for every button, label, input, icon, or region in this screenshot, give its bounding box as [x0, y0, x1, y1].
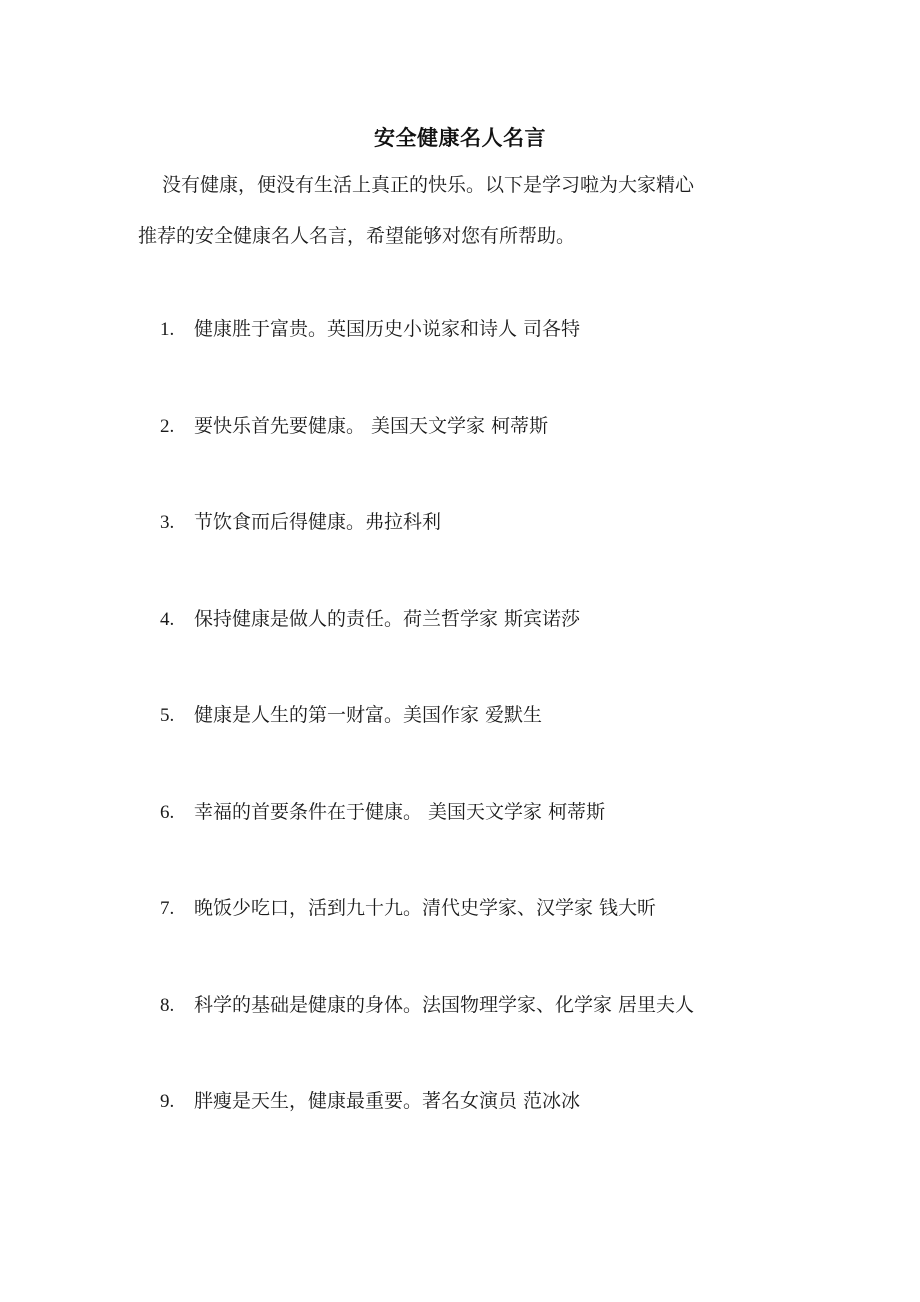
- quote-number: 3.: [160, 512, 175, 533]
- quote-item: [160, 320, 694, 417]
- quote-item: [160, 899, 694, 996]
- quote-item: [160, 513, 694, 610]
- quote-item: [160, 993, 695, 1093]
- quote-number: 1.: [160, 319, 175, 340]
- quotes-list: [160, 320, 694, 1189]
- quote-text: 健康是人生的第一财富。美国作家 爱默生: [194, 704, 543, 726]
- quote-number: 5.: [160, 705, 175, 726]
- quote-number: 9.: [160, 1091, 175, 1112]
- quote-item: [160, 1092, 694, 1189]
- quote-text: 科学的基础是健康的身体。法国物理学家、化学家 居里夫人: [194, 993, 695, 1016]
- quote-text: 节饮食而后得健康。弗拉科利: [194, 511, 442, 533]
- quote-item: [160, 607, 694, 707]
- quote-text: 胖瘦是天生，健康最重要。著名女演员 范冰冰: [194, 1090, 581, 1112]
- intro-paragraph-line-2: 推荐的安全健康名人名言，希望能够对您有所帮助。: [138, 225, 576, 247]
- quote-item: [160, 706, 694, 803]
- intro-paragraph-line-1: 没有健康，便没有生活上真正的快乐。以下是学习啦为大家精心: [162, 174, 695, 196]
- quote-number: 2.: [160, 415, 175, 437]
- quote-text: 幸福的首要条件在于健康。 美国天文学家 柯蒂斯: [194, 800, 606, 823]
- quote-number: 4.: [160, 608, 175, 630]
- quote-text: 健康胜于富贵。英国历史小说家和诗人 司各特: [194, 318, 581, 340]
- quote-number: 7.: [160, 898, 175, 919]
- quote-item: [160, 800, 694, 900]
- quote-text: 要快乐首先要健康。 美国天文学家 柯蒂斯: [194, 414, 549, 437]
- quote-number: 8.: [160, 994, 175, 1016]
- quote-text: 保持健康是做人的责任。荷兰哲学家 斯宾诺莎: [194, 607, 581, 630]
- quote-number: 6.: [160, 801, 175, 823]
- document-title: 安全健康名人名言: [374, 126, 546, 150]
- quote-text: 晚饭少吃口，活到九十九。清代史学家、汉学家 钱大昕: [194, 897, 657, 919]
- quote-item: [160, 414, 694, 514]
